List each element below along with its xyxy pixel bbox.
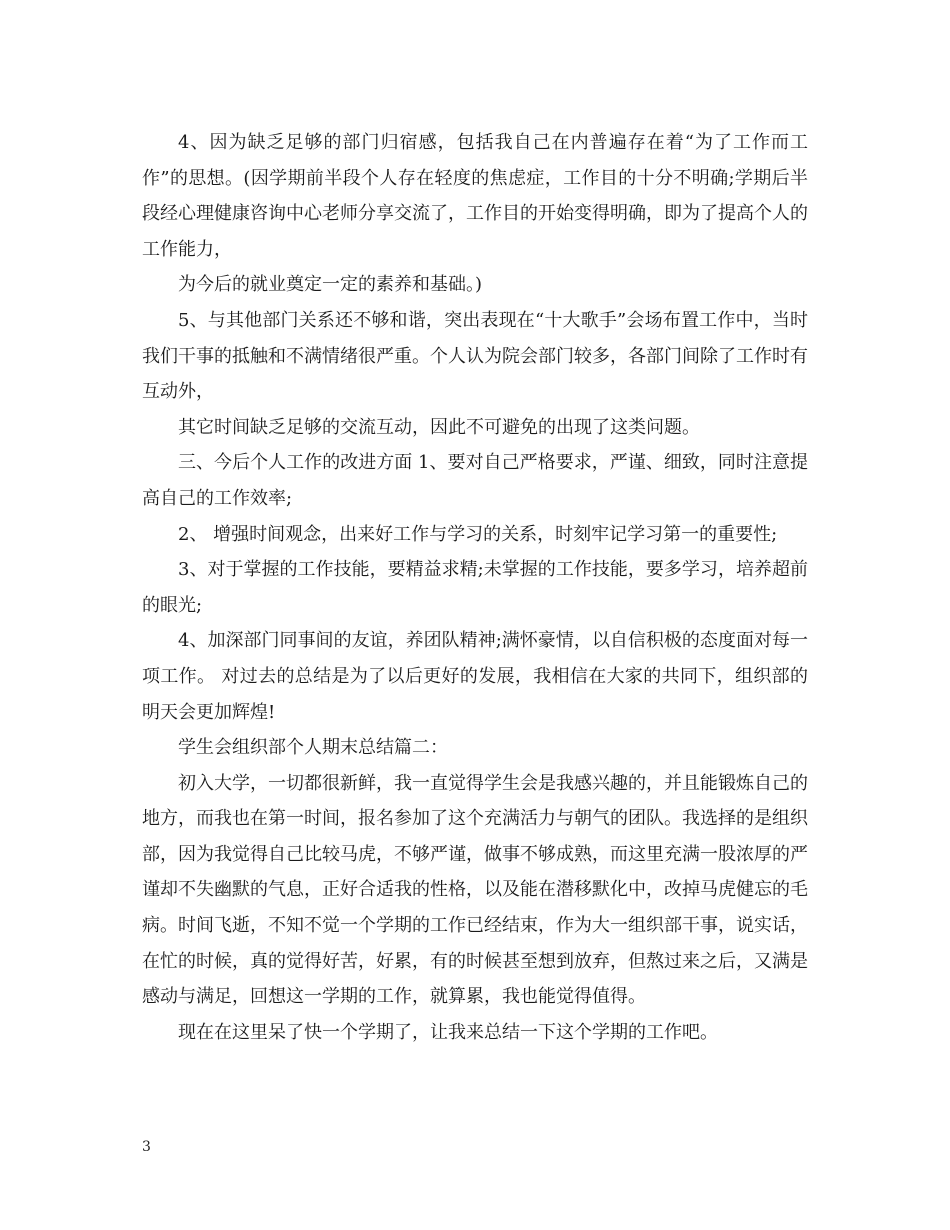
paragraph: 三、今后个人工作的改进方面 1、要对自己严格要求，严谨、细致，同时注意提高自己的工作效率;	[142, 452, 808, 509]
section-heading: 学生会组织部个人期末总结篇二：	[178, 737, 448, 759]
paragraph: 4、因为缺乏足够的部门归宿感，包括我自己在内普遍存在着“为了工作而工作”的思想。(因学期前半段个人存在轻度的焦虑症，工作目的十分不明确;学期后半段经心理健康咨询中心老师分享交流了，工作目的开始变得明确，即为了提高个人的工作能力，	[142, 132, 808, 260]
paragraph: 2、 增强时间观念，出来好工作与学习的关系，时刻牢记学习第一的重要性;	[178, 523, 778, 545]
paragraph: 3、对于掌握的工作技能，要精益求精;未掌握的工作技能，要多学习，培养超前的眼光;	[142, 559, 808, 616]
document-body	[142, 125, 808, 1050]
paragraph: 5、与其他部门关系还不够和谐，突出表现在“十大歌手”会场布置工作中，当时我们干事的抵触和不满情绪很严重。个人认为院会部门较多，各部门间除了工作时有互动外，	[142, 309, 808, 403]
paragraph: 初入大学，一切都很新鲜，我一直觉得学生会是我感兴趣的，并且能锻炼自己的地方，而我也在第一时间，报名参加了这个充满活力与朝气的团队。我选择的是组织部，因为我觉得自己比较马虎，不够严谨，做事不够成熟，而这里充满一股浓厚的严谨却不失幽默的气息，正好合适我的性格，以及能在潜移默化中，改掉马虎健忘的毛病。时间飞逝，不知不觉一个学期的工作已经结束，作为大一组织部干事，说实话，在忙的时候，真的觉得好苦，好累，有的时候甚至想到放弃，但熬过来之后，又满是感动与满足，回想这一学期的工作，就算累，我也能觉得值得。	[142, 772, 808, 1008]
paragraph: 其它时间缺乏足够的交流互动，因此不可避免的出现了这类问题。	[178, 416, 700, 438]
page-number: 3	[142, 1139, 151, 1155]
paragraph: 4、加深部门同事间的友谊，养团队精神;满怀豪情，以自信积极的态度面对每一项工作。 对过去的总结是为了以后更好的发展，我相信在大家的共同下，组织部的明天会更加辉煌!	[142, 630, 808, 723]
paragraph: 为今后的就业奠定一定的素养和基础。)	[178, 274, 483, 296]
paragraph: 现在在这里呆了快一个学期了，让我来总结一下这个学期的工作吧。	[178, 1021, 718, 1043]
